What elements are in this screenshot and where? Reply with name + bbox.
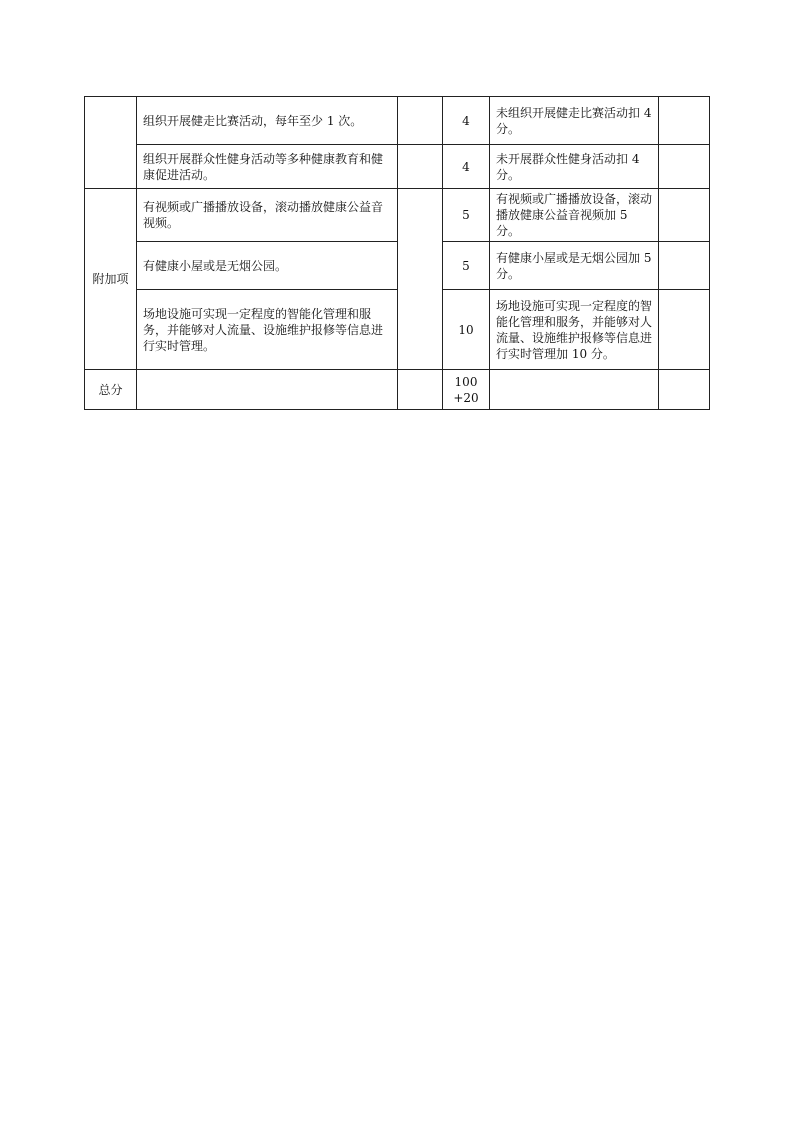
blank-cell <box>398 189 443 370</box>
result-cell <box>659 242 710 290</box>
score-cell: 5 <box>443 189 490 242</box>
blank-cell <box>137 370 398 410</box>
table-row <box>85 145 710 189</box>
total-label: 总分 <box>85 370 137 410</box>
content-cell: 组织开展群众性健身活动等多种健康教育和健康促进活动。 <box>137 145 398 189</box>
table-row <box>85 290 710 370</box>
score-cell: 4 <box>443 97 490 145</box>
scoring-table <box>84 96 710 410</box>
score-cell: 5 <box>443 242 490 290</box>
content-cell: 组织开展健走比赛活动，每年至少 1 次。 <box>137 97 398 145</box>
content-cell: 有健康小屋或是无烟公园。 <box>137 242 398 290</box>
result-cell <box>659 97 710 145</box>
score-cell: 4 <box>443 145 490 189</box>
rule-cell: 未开展群众性健身活动扣 4 分。 <box>490 145 659 189</box>
result-cell <box>659 145 710 189</box>
total-row <box>85 370 710 410</box>
blank-cell <box>398 145 443 189</box>
rule-cell: 场地设施可实现一定程度的智能化管理和服务，并能够对人流量、设施维护报修等信息进行实时管理加 10 分。 <box>490 290 659 370</box>
bonus-category-cell: 附加项 <box>85 189 137 370</box>
table-row <box>85 189 710 242</box>
table-row <box>85 97 710 145</box>
category-cell <box>85 97 137 189</box>
result-cell <box>659 189 710 242</box>
blank-cell <box>490 370 659 410</box>
blank-cell <box>398 97 443 145</box>
rule-cell: 未组织开展健走比赛活动扣 4 分。 <box>490 97 659 145</box>
total-score: 100 +20 <box>443 370 490 410</box>
table-row <box>85 242 710 290</box>
blank-cell <box>398 370 443 410</box>
score-cell: 10 <box>443 290 490 370</box>
rule-cell: 有健康小屋或是无烟公园加 5 分。 <box>490 242 659 290</box>
content-cell: 有视频或广播播放设备，滚动播放健康公益音视频。 <box>137 189 398 242</box>
blank-cell <box>659 370 710 410</box>
rule-cell: 有视频或广播播放设备，滚动播放健康公益音视频加 5 分。 <box>490 189 659 242</box>
result-cell <box>659 290 710 370</box>
content-cell: 场地设施可实现一定程度的智能化管理和服务，并能够对人流量、设施维护报修等信息进行实时管理。 <box>137 290 398 370</box>
